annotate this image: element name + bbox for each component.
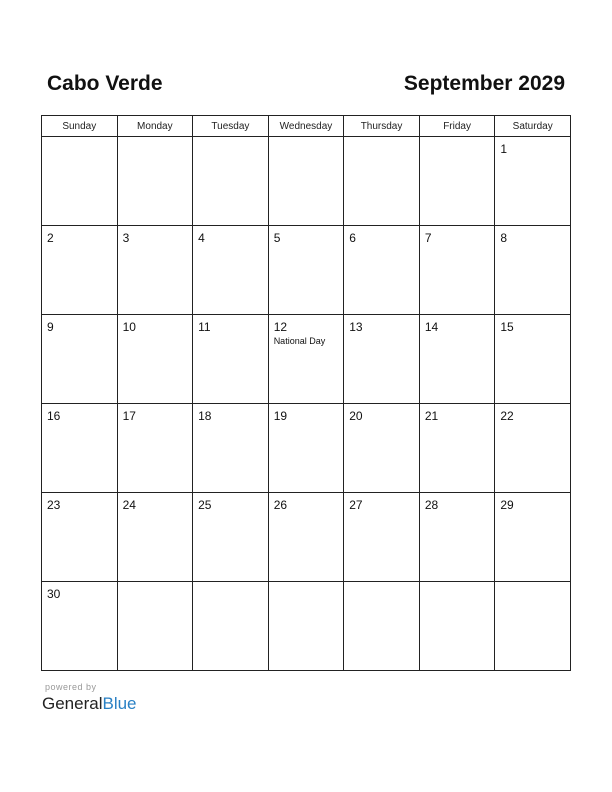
day-number: 28	[424, 498, 439, 512]
day-cell	[193, 226, 269, 315]
day-cell	[268, 493, 344, 582]
day-number: 30	[47, 587, 61, 601]
day-number: 3	[122, 231, 130, 245]
weekday-sunday: Sunday	[42, 116, 118, 137]
day-cell	[193, 404, 269, 493]
weekday-header-row	[42, 116, 571, 137]
day-cell	[344, 404, 420, 493]
brand-general-text: General	[42, 694, 103, 713]
day-cell	[193, 315, 269, 404]
day-number	[420, 137, 495, 142]
day-number: 17	[122, 409, 136, 423]
day-cell	[42, 493, 118, 582]
day-cell	[268, 404, 344, 493]
day-cell	[419, 137, 495, 226]
day-number: 18	[198, 409, 212, 423]
day-number: 15	[500, 320, 514, 334]
day-cell	[419, 315, 495, 404]
calendar-grid	[41, 115, 571, 671]
week-row-4	[42, 404, 571, 493]
day-number	[193, 582, 268, 587]
brand-logo[interactable]	[42, 694, 137, 714]
day-cell	[193, 582, 269, 671]
day-number: 10	[122, 320, 136, 334]
day-number	[344, 582, 419, 587]
day-cell	[344, 226, 420, 315]
day-number: 20	[349, 409, 363, 423]
day-number: 29	[500, 498, 514, 512]
day-cell	[42, 582, 118, 671]
day-number: 6	[349, 231, 356, 245]
brand-blue-text: Blue	[102, 694, 137, 713]
day-number: 12	[273, 320, 288, 334]
day-number	[193, 137, 268, 142]
day-number: 1	[500, 142, 508, 156]
powered-by-text: powered by	[45, 682, 97, 692]
day-number	[495, 582, 570, 587]
day-cell	[495, 137, 571, 226]
day-number: 24	[122, 498, 136, 512]
day-cell	[42, 137, 118, 226]
day-cell	[268, 226, 344, 315]
weekday-friday: Friday	[419, 116, 495, 137]
week-row-5	[42, 493, 571, 582]
day-number	[118, 582, 193, 587]
day-cell	[42, 226, 118, 315]
day-number: 9	[47, 320, 54, 334]
day-number: 21	[424, 409, 439, 423]
week-row-3	[42, 315, 571, 404]
day-cell	[268, 582, 344, 671]
day-number: 2	[47, 231, 54, 245]
day-number: 25	[198, 498, 212, 512]
day-number: 23	[47, 498, 61, 512]
day-cell	[495, 315, 571, 404]
day-cell	[495, 226, 571, 315]
day-number	[118, 137, 193, 142]
day-number: 13	[349, 320, 363, 334]
day-number: 19	[273, 409, 288, 423]
day-cell	[344, 137, 420, 226]
day-cell	[117, 226, 193, 315]
day-cell	[495, 582, 571, 671]
weekday-tuesday: Tuesday	[193, 116, 269, 137]
day-number: 26	[273, 498, 288, 512]
day-number: 14	[424, 320, 439, 334]
day-cell	[344, 493, 420, 582]
weekday-thursday: Thursday	[344, 116, 420, 137]
day-number	[420, 582, 495, 587]
day-cell	[117, 404, 193, 493]
day-number: 4	[198, 231, 205, 245]
day-number	[269, 137, 344, 142]
day-cell	[268, 137, 344, 226]
day-cell	[193, 137, 269, 226]
month-year-title: September 2029	[403, 72, 565, 95]
day-cell	[419, 226, 495, 315]
day-cell	[344, 582, 420, 671]
week-row-2	[42, 226, 571, 315]
day-number: 27	[349, 498, 363, 512]
day-cell	[42, 315, 118, 404]
day-cell	[495, 404, 571, 493]
day-cell	[193, 493, 269, 582]
day-number: 7	[424, 231, 432, 245]
day-cell	[117, 582, 193, 671]
day-cell	[42, 404, 118, 493]
day-number: 8	[500, 231, 508, 245]
holiday-label: National Day	[273, 336, 326, 346]
day-cell	[419, 404, 495, 493]
day-cell	[117, 315, 193, 404]
week-row-1	[42, 137, 571, 226]
day-cell	[117, 137, 193, 226]
day-cell	[495, 493, 571, 582]
day-cell	[117, 493, 193, 582]
week-row-6	[42, 582, 571, 671]
day-cell	[419, 493, 495, 582]
day-number: 11	[198, 320, 211, 334]
weekday-monday: Monday	[117, 116, 193, 137]
day-number: 16	[47, 409, 61, 423]
weekday-saturday: Saturday	[495, 116, 571, 137]
country-title: Cabo Verde	[47, 72, 163, 95]
day-cell	[419, 582, 495, 671]
day-number	[269, 582, 344, 587]
day-cell-holiday	[268, 315, 344, 404]
day-number	[344, 137, 419, 142]
day-number	[42, 137, 117, 142]
weekday-wednesday: Wednesday	[268, 116, 344, 137]
day-number: 22	[500, 409, 514, 423]
day-cell	[344, 315, 420, 404]
day-number: 5	[273, 231, 281, 245]
